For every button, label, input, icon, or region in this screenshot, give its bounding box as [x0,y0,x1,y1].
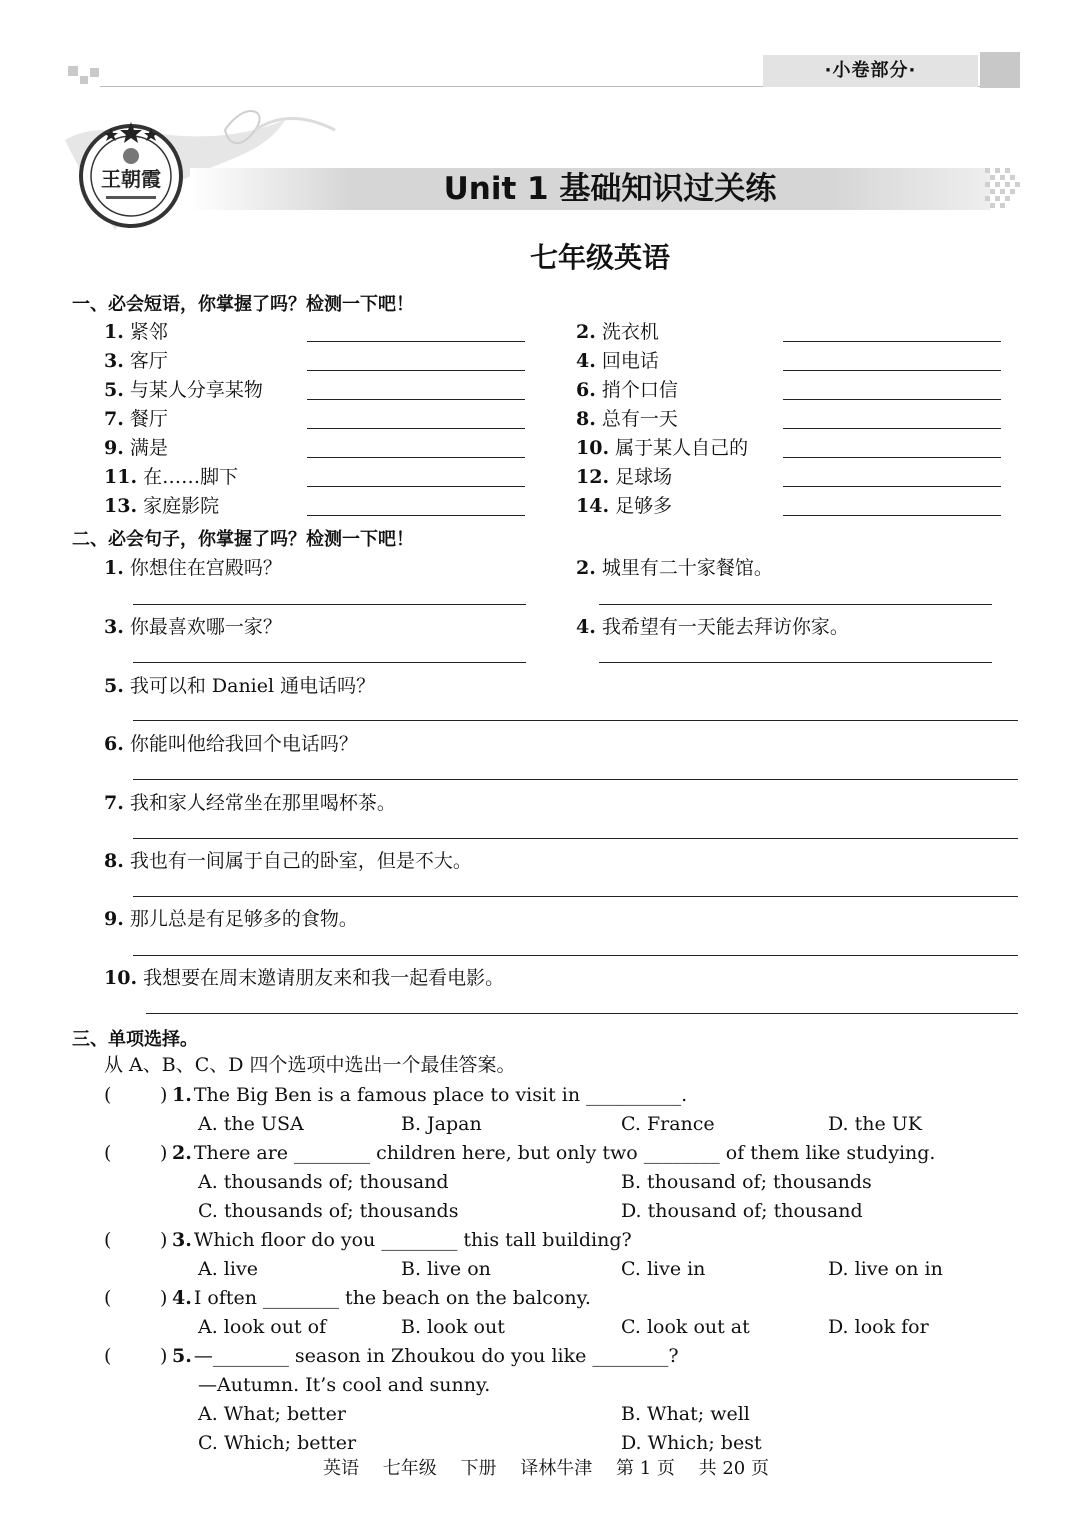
item-number: 10. [104,967,138,989]
footer-subject: 英语 [323,1458,360,1479]
sentence-item [104,614,282,640]
sentence-text: 你想住在宫殿吗？ [129,557,282,579]
item-number: 3. [104,350,124,372]
footer-volume: 下册 [460,1458,497,1479]
section-tag: ·小卷部分· [763,55,978,87]
question-number: 5. [172,1345,192,1367]
answer-line[interactable] [783,457,1001,458]
answer-bracket-open[interactable]: ( [104,1345,112,1367]
item-number: 9. [104,908,124,930]
item-number: 5. [104,379,124,401]
option[interactable]: C. France [621,1113,715,1135]
option[interactable]: D. Which; best [621,1432,762,1454]
answer-line[interactable] [599,662,992,663]
question-number: 2. [172,1142,192,1164]
answer-bracket-open[interactable]: ( [104,1229,112,1251]
phrase-item [104,464,238,490]
answer-bracket-open[interactable]: ( [104,1142,112,1164]
phrase-text: 总有一天 [601,408,678,430]
sentence-text: 我和家人经常坐在那里喝杯茶。 [129,792,396,814]
sentence-text: 你最喜欢哪一家？ [129,616,282,638]
phrase-text: 满是 [129,437,168,459]
option[interactable]: A. live [198,1258,258,1280]
option[interactable]: D. the UK [828,1113,922,1135]
answer-line[interactable] [133,955,1018,956]
phrase-item [576,348,659,374]
answer-line[interactable] [133,720,1018,721]
item-number: 6. [576,379,596,401]
page-footer [0,1454,1092,1480]
question-number: 4. [172,1287,192,1309]
option[interactable]: B. live on [401,1258,491,1280]
phrase-text: 洗衣机 [601,321,659,343]
phrase-text: 属于某人自己的 [615,437,749,459]
phrase-item [104,435,168,461]
answer-line[interactable] [307,428,525,429]
question-item [172,1140,935,1166]
option[interactable]: A. the USA [198,1113,304,1135]
item-number: 5. [104,675,124,697]
answer-bracket-close[interactable]: ) [160,1229,168,1251]
item-number: 7. [104,408,124,430]
sentence-text: 我也有一间属于自己的卧室，但是不大。 [129,850,472,872]
answer-line[interactable] [783,515,1001,516]
question-item [172,1082,687,1108]
answer-line[interactable] [133,662,526,663]
item-number: 3. [104,616,124,638]
option[interactable]: A. look out of [198,1316,327,1338]
answer-line[interactable] [307,486,525,487]
answer-line[interactable] [133,604,526,605]
option[interactable]: C. look out at [621,1316,750,1338]
footer-grade: 七年级 [382,1458,437,1479]
answer-line[interactable] [146,1013,1018,1014]
option[interactable]: A. What; better [198,1403,346,1425]
sentence-text: 我想要在周末邀请朋友来和我一起看电影。 [143,967,505,989]
item-number: 13. [104,495,138,517]
answer-line[interactable] [133,779,1018,780]
option[interactable]: C. thousands of; thousands [198,1200,459,1222]
phrase-text: 在……脚下 [143,466,239,488]
question-text: There are ________ children here, but only two ________ of them like studying. [193,1142,936,1164]
option[interactable]: D. thousand of; thousand [621,1200,863,1222]
answer-bracket-close[interactable]: ) [160,1142,168,1164]
answer-line[interactable] [783,341,1001,342]
item-number: 1. [104,557,124,579]
question-text: The Big Ben is a famous place to visit in __________. [193,1084,688,1106]
sentence-text: 城里有二十家餐馆。 [601,557,773,579]
question-item [172,1227,632,1253]
phrase-item [104,493,219,519]
sentence-item [104,731,358,757]
corner-square [80,76,88,84]
answer-line[interactable] [133,838,1018,839]
item-number: 10. [576,437,610,459]
option[interactable]: D. look for [828,1316,929,1338]
sentence-item [576,555,773,581]
item-number: 4. [576,350,596,372]
phrase-item [576,493,672,519]
phrase-item [576,377,678,403]
answer-line[interactable] [133,896,1018,897]
phrase-text: 足球场 [615,466,673,488]
item-number: 1. [104,321,124,343]
item-number: 7. [104,792,124,814]
question-text: —________ season in Zhoukou do you like ________? [193,1345,679,1367]
phrase-text: 捎个口信 [601,379,678,401]
answer-line[interactable] [783,486,1001,487]
question-text: I often ________ the beach on the balcony. [193,1287,591,1309]
sentence-text: 我可以和 Daniel 通电话吗？ [129,675,376,697]
corner-square [68,66,78,76]
page-title: Unit 1 基础知识过关练 [443,171,777,207]
answer-bracket-open[interactable]: ( [104,1084,112,1106]
sentence-item [104,790,396,816]
part2-heading: 二、必会句子，你掌握了吗？检测一下吧！ [72,529,414,550]
option[interactable]: B. look out [401,1316,505,1338]
item-number: 4. [576,616,596,638]
item-number: 6. [104,733,124,755]
answer-line[interactable] [307,515,525,516]
phrase-text: 足够多 [615,495,673,517]
tab-block [980,52,1020,88]
option[interactable]: C. Which; better [198,1432,357,1454]
answer-line[interactable] [783,428,1001,429]
answer-bracket-open[interactable]: ( [104,1287,112,1309]
answer-line[interactable] [307,457,525,458]
phrase-item [104,319,168,345]
option[interactable]: C. live in [621,1258,706,1280]
answer-line[interactable] [307,370,525,371]
dot-pattern [985,168,1025,210]
phrase-item [576,464,672,490]
logo-text: 王朝霞 [101,167,161,191]
question-text: Which floor do you ________ this tall building? [193,1229,632,1251]
corner-square [90,68,99,77]
phrase-item [104,377,263,403]
item-number: 2. [576,557,596,579]
item-number: 8. [576,408,596,430]
footer-page: 第 1 页 [615,1458,675,1479]
option[interactable]: B. Japan [401,1113,482,1135]
item-number: 2. [576,321,596,343]
phrase-text: 家庭影院 [143,495,220,517]
item-number: 12. [576,466,610,488]
answer-line[interactable] [783,370,1001,371]
item-number: 9. [104,437,124,459]
phrase-item [576,406,678,432]
option[interactable]: B. thousand of; thousands [621,1171,872,1193]
item-number: 14. [576,495,610,517]
publisher-logo [76,118,186,228]
answer-bracket-close[interactable]: ) [160,1084,168,1106]
phrase-text: 餐厅 [129,408,168,430]
question-line2: —Autumn. It’s cool and sunny. [198,1374,491,1396]
question-number: 3. [172,1229,192,1251]
part3-instruction: 从 A、B、C、D 四个选项中选出一个最佳答案。 [104,1054,516,1076]
sentence-item [576,614,849,640]
option[interactable]: D. live on in [828,1258,943,1280]
phrase-item [104,406,168,432]
phrase-text: 回电话 [601,350,659,372]
phrase-item [576,435,748,461]
part1-heading: 一、必会短语，你掌握了吗？检测一下吧！ [72,294,414,315]
answer-line[interactable] [783,399,1001,400]
question-item [172,1343,679,1369]
option[interactable]: A. thousands of; thousand [198,1171,449,1193]
sentence-text: 那儿总是有足够多的食物。 [129,908,358,930]
item-number: 11. [104,466,138,488]
answer-line[interactable] [307,399,525,400]
answer-line[interactable] [599,604,992,605]
sentence-text: 我希望有一天能去拜访你家。 [601,616,849,638]
answer-bracket-close[interactable]: ) [160,1287,168,1309]
phrase-text: 客厅 [129,350,168,372]
phrase-item [104,348,168,374]
sentence-item [104,555,282,581]
question-item [172,1285,591,1311]
answer-line[interactable] [307,341,525,342]
question-number: 1. [172,1084,192,1106]
phrase-text: 与某人分享某物 [129,379,263,401]
phrase-text: 紧邻 [129,321,168,343]
sentence-item [104,848,472,874]
phrase-item [576,319,659,345]
page-subtitle: 七年级英语 [529,241,670,274]
sentence-item [104,906,358,932]
option[interactable]: B. What; well [621,1403,750,1425]
footer-edition: 译林牛津 [520,1458,593,1479]
part3-heading: 三、单项选择。 [72,1029,198,1050]
answer-bracket-close[interactable]: ) [160,1345,168,1367]
footer-total: 共 20 页 [698,1458,769,1479]
item-number: 8. [104,850,124,872]
sentence-item [104,965,504,991]
sentence-item [104,673,375,699]
sentence-text: 你能叫他给我回个电话吗？ [129,733,358,755]
